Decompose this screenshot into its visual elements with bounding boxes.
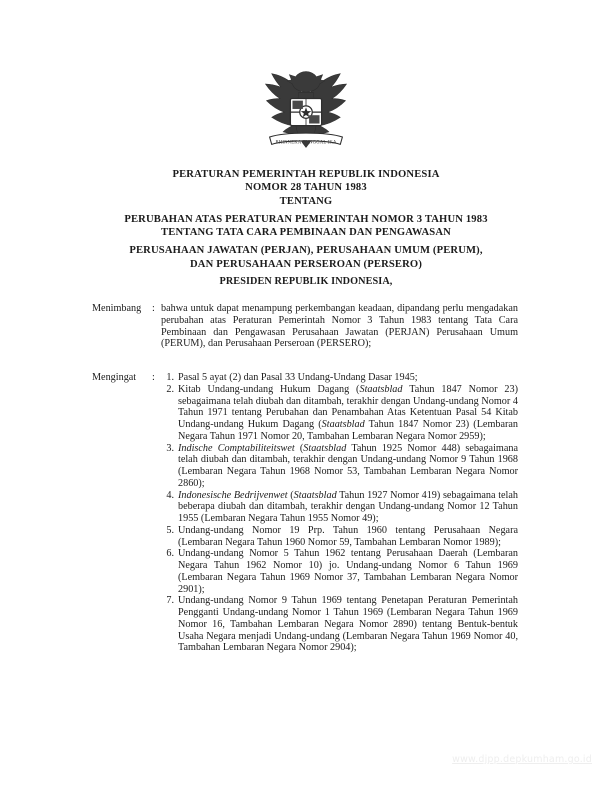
list-item-number: 6. — [166, 548, 174, 560]
list-item-text: Undang-undang Nomor 9 Tahun 1969 tentang Penetapan Peraturan Pemerintah Pengganti Undang-undang Nomor 1 Tahun 1969 (Lembaran Negara Tahun 1969 Nomor 16, Tambahan Lembaran Negara Nomor 2890) tentang Bentuk-bentuk Usaha Negara menjadi Undang-undang (Lembaran Negara Tahun 1969 Nomor 40, Tambahan Lembaran Negara Nomor 2904); — [178, 595, 518, 654]
list-item-number: 5. — [166, 524, 174, 536]
list-item-text-italic: Indische Comptabiliteitswet — [178, 442, 295, 454]
list-item-text: ( — [294, 442, 304, 454]
list-item-text-italic: Staatsblad — [359, 383, 403, 395]
emblem-container — [0, 58, 612, 162]
svg-text:BHINNEKA TUNGGAL IKA: BHINNEKA TUNGGAL IKA — [275, 140, 337, 146]
mengingat-list-item — [161, 525, 518, 549]
list-item-number: 3. — [166, 442, 174, 454]
menimbang-colon: : — [152, 303, 155, 314]
mengingat-section — [92, 372, 518, 654]
title-line-4: PERUBAHAN ATAS PERATURAN PEMERINTAH NOMOR 3 TAHUN 1983 — [124, 213, 488, 225]
mengingat-colon: : — [152, 372, 155, 383]
title-line-7: DAN PERUSAHAAN PERSEROAN (PERSERO) — [190, 258, 422, 270]
title-line-2: NOMOR 28 TAHUN 1983 — [245, 182, 367, 194]
title-line-6: PERUSAHAAN JAWATAN (PERJAN), PERUSAHAAN UMUM (PERUM), — [129, 245, 483, 257]
list-item-text-italic: Staatsblad — [303, 442, 347, 454]
list-item-text: Tahun 1847 Nomor 23) (Lembaran Negara Tahun 1971 Nomor 20, Tambahan Lembaran Negara Nomor 2959); — [178, 419, 518, 442]
list-item-text: Undang-undang Nomor 19 Prp. Tahun 1960 tentang Perusahaan Negara (Lembaran Negara Tahun 1960 Nomor 59, Tambahan Lembaran Nomor 1989); — [178, 524, 518, 548]
list-item-number: 4. — [166, 489, 174, 501]
list-item-number: 7. — [166, 595, 174, 607]
mengingat-list-item — [161, 595, 518, 654]
list-item-number: 2. — [166, 383, 174, 395]
list-item-text: Tahun 1847 Nomor 23) sebagaimana telah diubah dan ditambah, terakhir dengan Undang-undang Nomor 4 Tahun 1971 tentang Perubahan dan Penambahan Atas Ketentuan Pasal 54 Kitab Undang-undang Hukum Dagang ( — [178, 383, 518, 430]
title-line-3: TENTANG — [279, 195, 333, 207]
document-title-block — [56, 168, 556, 271]
mengingat-label: Mengingat — [92, 372, 137, 383]
presiden-heading: PRESIDEN REPUBLIK INDONESIA, — [219, 276, 393, 287]
mengingat-list-item — [161, 443, 518, 490]
title-line-5: TENTANG TATA CARA PEMBINAAN DAN PENGAWASAN — [161, 227, 451, 239]
list-item-text: Pasal 5 ayat (2) dan Pasal 33 Undang-Undang Dasar 1945; — [178, 372, 418, 383]
list-item-text: Tahun 1925 Nomor 448) sebagaimana telah diubah dan ditambah, terakhir dengan Undang-undang Nomor 9 Tahun 1968 (Lembaran Negara Tahun 1968 Nomor 53, Tambahan Lembaran Negara Nomor 2860); — [178, 442, 518, 489]
list-item-text: Undang-undang Nomor 5 Tahun 1962 tentang Perusahaan Daerah (Lembaran Negara Tahun 1962 Nomor 10) jo. Undang-undang Nomor 6 Tahun 1969 (Lembaran Negara Tahun 1969 Nomor 37, Tambahan Lembaran Negara Nomor 2901); — [178, 548, 518, 595]
mengingat-list-item — [161, 548, 518, 595]
menimbang-label: Menimbang — [92, 303, 142, 314]
list-item-text: ( — [287, 489, 294, 501]
mengingat-list-item — [161, 372, 518, 384]
list-item-text: Tahun 1927 Nomor 419) sebagaimana telah beberapa diubah dan ditambah, terakhir dengan Undang-undang Nomor 12 Tahun 1955 (Lembaran Negara Tahun 1955 Nomor 49); — [178, 489, 518, 524]
mengingat-body — [161, 372, 518, 654]
list-item-text-italic: Indonesische Bedrijvenwet — [178, 489, 288, 501]
mengingat-list-item — [161, 384, 518, 443]
menimbang-text: bahwa untuk dapat menampung perkembangan keadaan, dipandang perlu mengadakan perubahan atas Peraturan Pemerintah Nomor 3 Tahun 1983 tentang Tata Cara Pembinaan dan Pengawasan Perusahaan Jawatan (PERJAN) Perusahaan Umum (PERUM), dan Perusahaan Perseroan (PERSERO); — [161, 303, 518, 350]
list-item-text-italic: Staatsblad — [293, 489, 337, 501]
list-item-number: 1. — [166, 372, 174, 383]
mengingat-list — [161, 372, 518, 654]
garuda-pancasila-emblem — [254, 58, 358, 162]
title-line-1: PERATURAN PEMERINTAH REPUBLIK INDONESIA — [172, 169, 440, 180]
mengingat-list-item — [161, 490, 518, 525]
list-item-text: Kitab Undang-undang Hukum Dagang ( — [178, 383, 360, 395]
menimbang-body — [161, 303, 518, 350]
list-item-text-italic: Staatsblad — [321, 419, 365, 430]
site-watermark: www.djpp.depkumham.go.id — [452, 754, 592, 765]
menimbang-section — [92, 303, 518, 350]
